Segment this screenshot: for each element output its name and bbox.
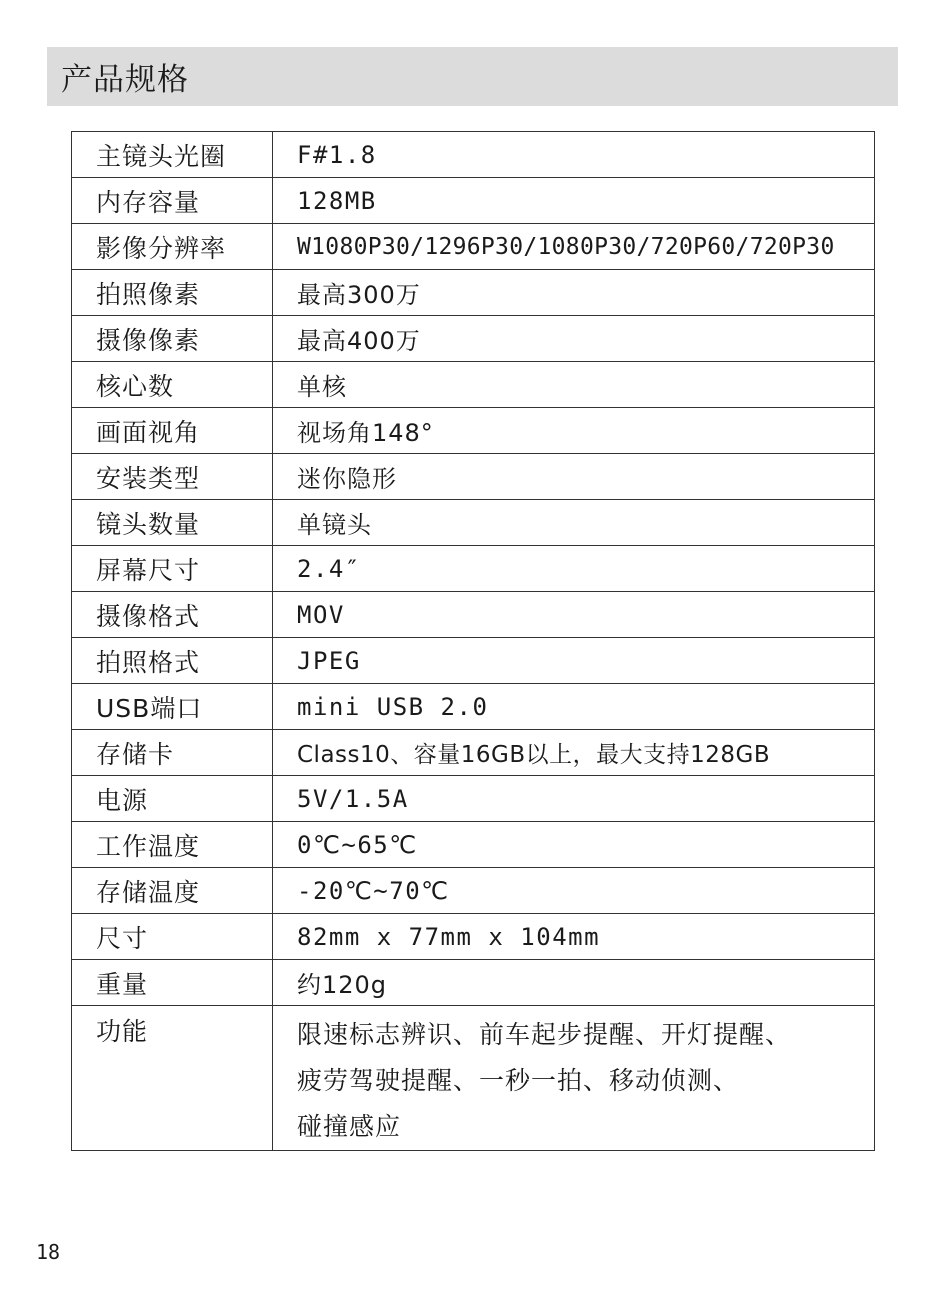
spec-value-function [273, 1006, 875, 1151]
spec-key: 拍照格式 [72, 638, 273, 684]
spec-value: 2.4″ [273, 546, 875, 592]
table-row [72, 914, 875, 960]
table-row [72, 270, 875, 316]
table-row [72, 362, 875, 408]
spec-key: 摄像格式 [72, 592, 273, 638]
table-row [72, 684, 875, 730]
spec-value: 128MB [273, 178, 875, 224]
spec-value: Class10、容量16GB以上，最大支持128GB [273, 730, 875, 776]
spec-value: 82mm x 77mm x 104mm [273, 914, 875, 960]
table-row-function [72, 1006, 875, 1151]
spec-key: 核心数 [72, 362, 273, 408]
spec-key: 工作温度 [72, 822, 273, 868]
spec-key: 安装类型 [72, 454, 273, 500]
spec-key: 尺寸 [72, 914, 273, 960]
spec-value: JPEG [273, 638, 875, 684]
function-line: 限速标志辨识、前车起步提醒、开灯提醒、 [297, 1020, 792, 1049]
spec-key: 镜头数量 [72, 500, 273, 546]
table-row [72, 500, 875, 546]
spec-key: 电源 [72, 776, 273, 822]
page-number: 18 [36, 1240, 61, 1264]
spec-value: 0℃~65℃ [273, 822, 875, 868]
function-line: 碰撞感应 [297, 1112, 402, 1141]
spec-key: 摄像像素 [72, 316, 273, 362]
spec-key: 屏幕尺寸 [72, 546, 273, 592]
table-row [72, 454, 875, 500]
section-title: 产品规格 [61, 62, 189, 98]
spec-value: W1080P30/1296P30/1080P30/720P60/720P30 [273, 224, 875, 270]
table-row [72, 224, 875, 270]
spec-value: MOV [273, 592, 875, 638]
spec-key: 主镜头光圈 [72, 132, 273, 178]
spec-value: 最高400万 [273, 316, 875, 362]
spec-key: 内存容量 [72, 178, 273, 224]
spec-value: -20℃~70℃ [273, 868, 875, 914]
spec-value: 约120g [273, 960, 875, 1006]
spec-value: 单核 [273, 362, 875, 408]
table-row [72, 178, 875, 224]
spec-value: 视场角148° [273, 408, 875, 454]
table-row [72, 132, 875, 178]
table-row [72, 868, 875, 914]
spec-value: 迷你隐形 [273, 454, 875, 500]
table-row [72, 592, 875, 638]
spec-table [71, 131, 875, 1151]
table-row [72, 316, 875, 362]
spec-key: 影像分辨率 [72, 224, 273, 270]
spec-value: 最高300万 [273, 270, 875, 316]
spec-key: 存储温度 [72, 868, 273, 914]
spec-key: 重量 [72, 960, 273, 1006]
function-line: 疲劳驾驶提醒、一秒一拍、移动侦测、 [297, 1066, 740, 1095]
spec-value: F#1.8 [273, 132, 875, 178]
table-row [72, 730, 875, 776]
spec-value: mini USB 2.0 [273, 684, 875, 730]
spec-value: 5V/1.5A [273, 776, 875, 822]
table-row [72, 822, 875, 868]
spec-key: 功能 [72, 1006, 273, 1151]
spec-key: 存储卡 [72, 730, 273, 776]
spec-key: 画面视角 [72, 408, 273, 454]
table-row [72, 638, 875, 684]
spec-key: USB端口 [72, 684, 273, 730]
table-row [72, 776, 875, 822]
table-row [72, 960, 875, 1006]
table-row [72, 546, 875, 592]
section-title-bar [47, 47, 898, 106]
spec-value: 单镜头 [273, 500, 875, 546]
spec-key: 拍照像素 [72, 270, 273, 316]
table-row [72, 408, 875, 454]
